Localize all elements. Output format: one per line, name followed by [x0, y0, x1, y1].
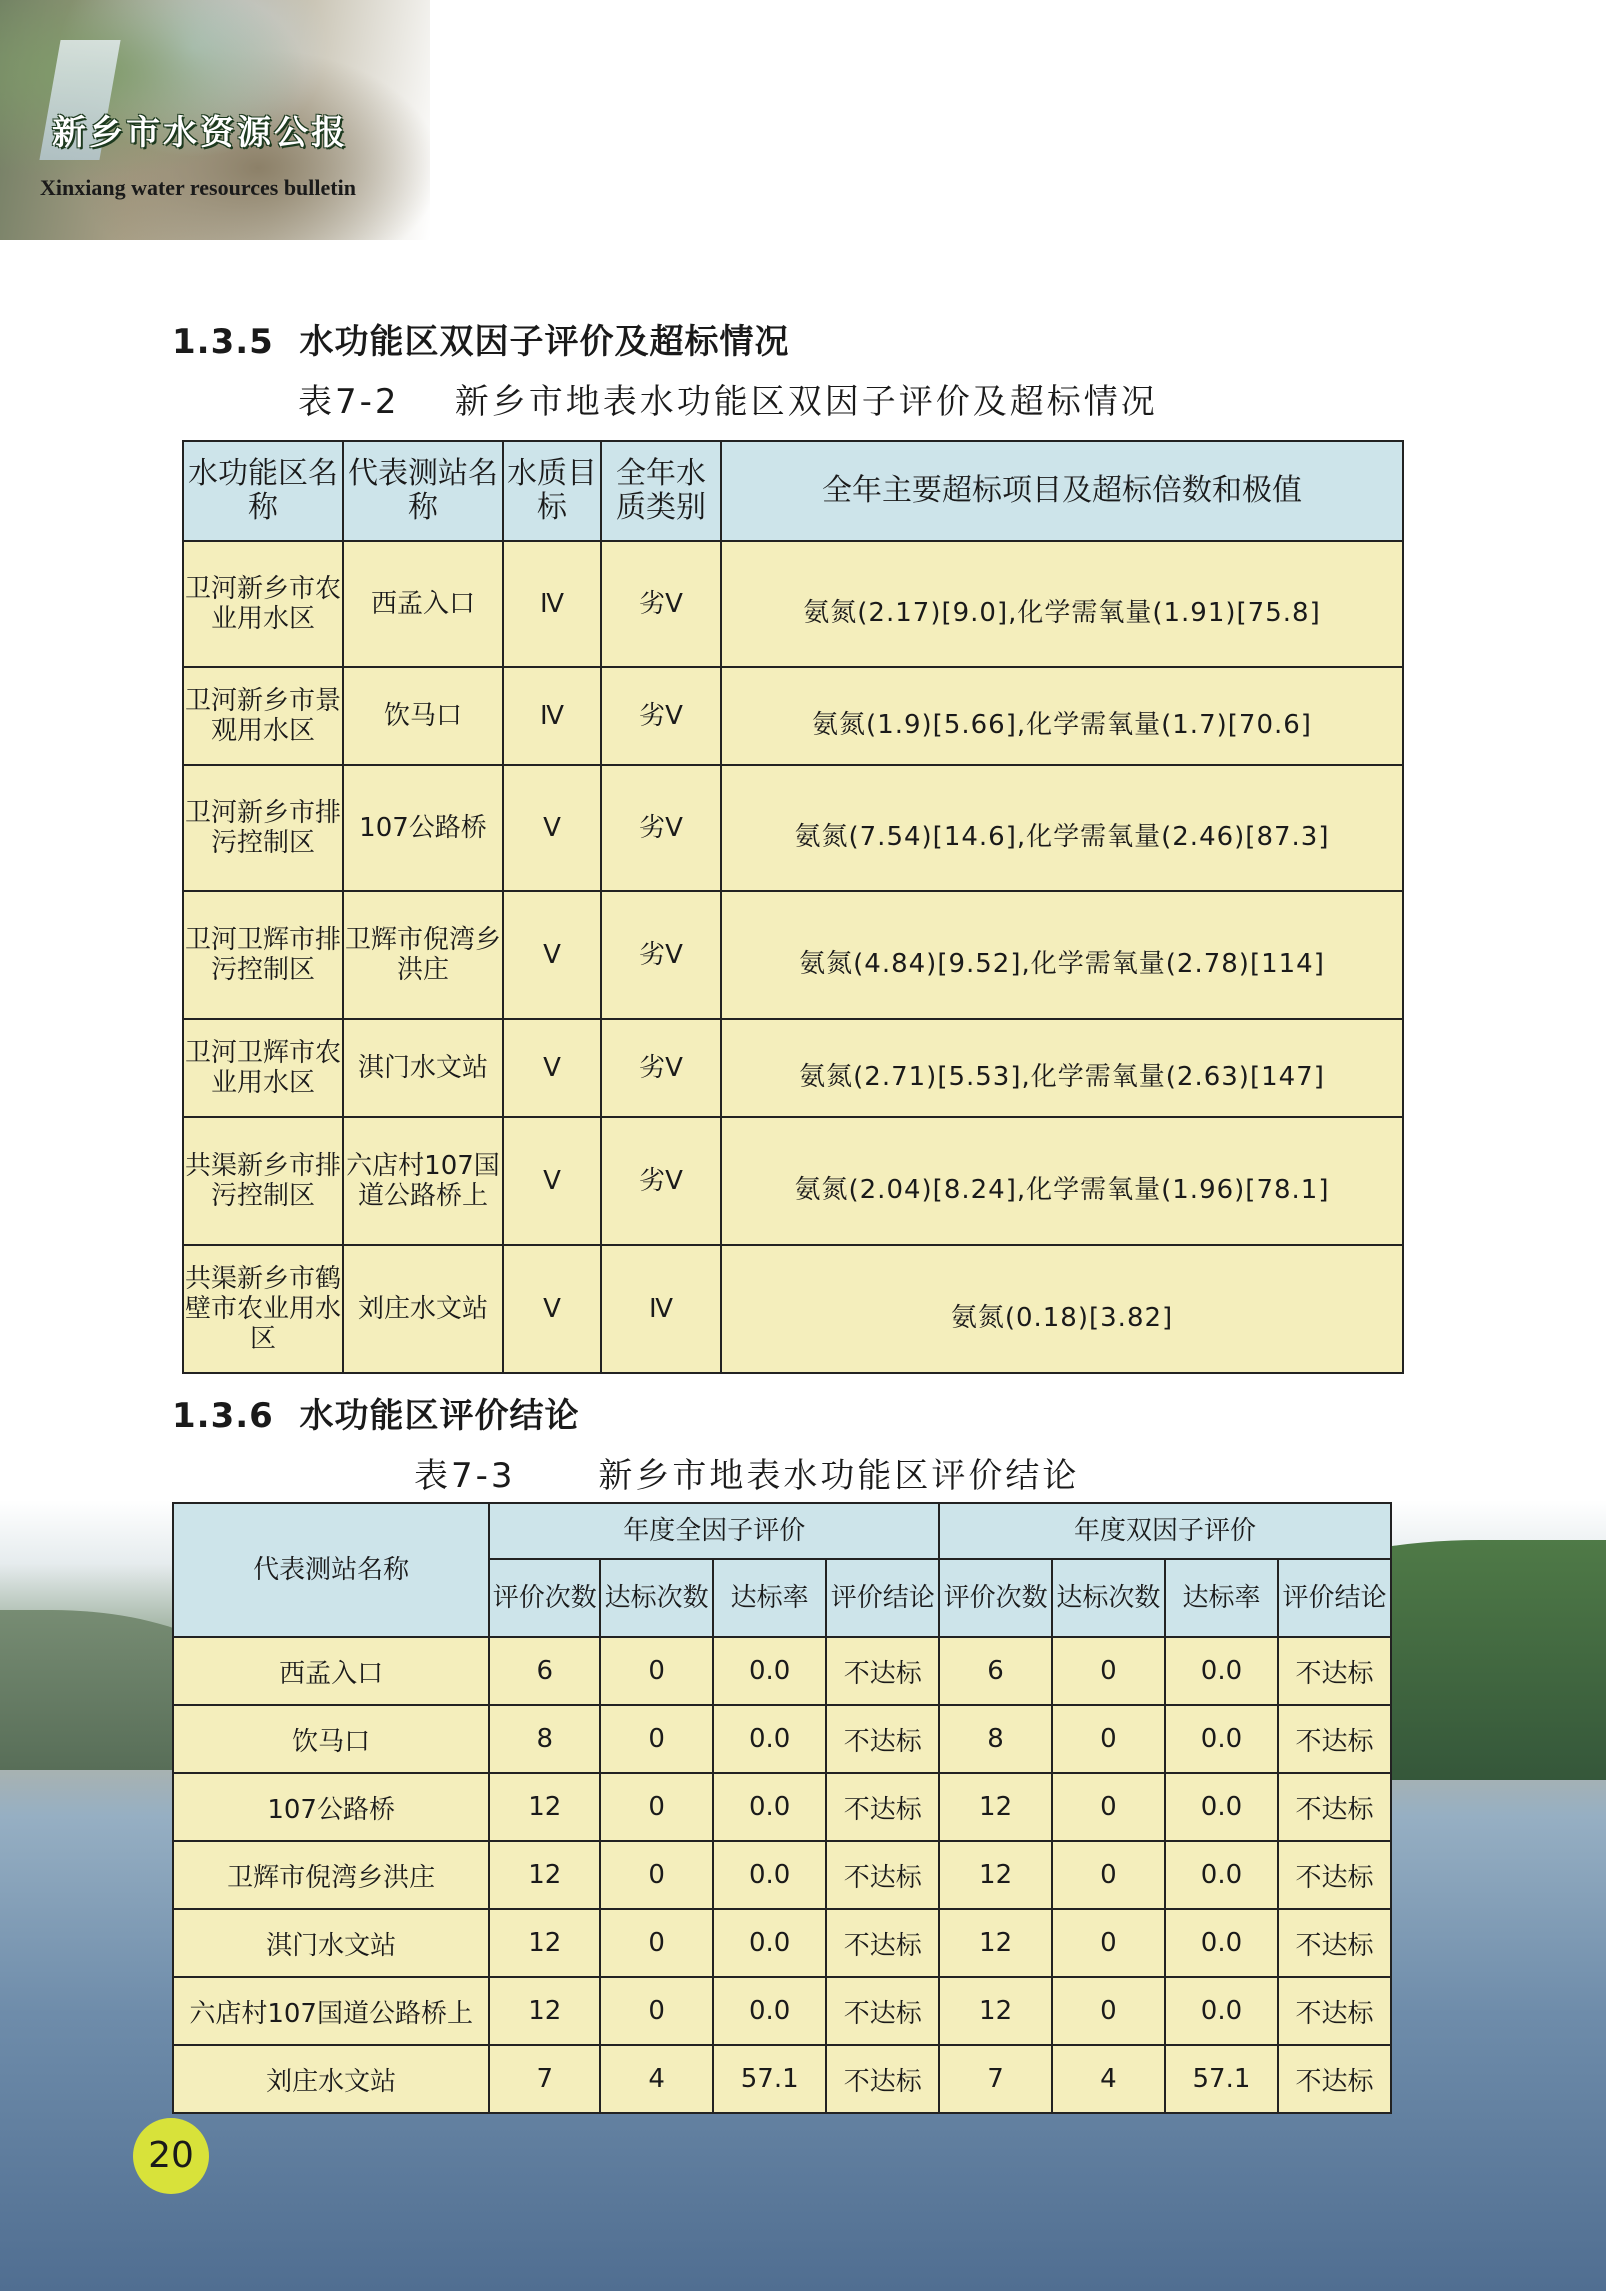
pass-rate: 0.0 — [713, 1841, 826, 1909]
page-number: 20 — [133, 2118, 209, 2194]
pass-count: 0 — [600, 1637, 713, 1705]
pass-count: 0 — [600, 1909, 713, 1977]
station-name: 西孟入口 — [173, 1637, 489, 1705]
eval-count: 12 — [939, 1841, 1052, 1909]
table-row — [173, 2045, 1391, 2113]
header-banner — [0, 0, 430, 240]
col-pass-rate: 达标率 — [713, 1559, 826, 1637]
pass-rate: 0.0 — [713, 1705, 826, 1773]
table-row — [173, 1977, 1391, 2045]
eval-count: 7 — [489, 2045, 600, 2113]
eval-count: 12 — [489, 1773, 600, 1841]
table-row — [183, 1117, 1403, 1245]
annual-class: 劣Ⅴ — [601, 1019, 721, 1117]
eval-result: 不达标 — [1278, 1637, 1391, 1705]
pass-rate: 0.0 — [713, 1909, 826, 1977]
pass-rate: 0.0 — [713, 1977, 826, 2045]
exceed-items: 氨氮(2.17)[9.0],化学需氧量(1.91)[75.8] — [721, 541, 1403, 667]
table-row — [183, 541, 1403, 667]
table-row — [173, 1637, 1391, 1705]
station-name: 107公路桥 — [173, 1773, 489, 1841]
eval-result: 不达标 — [826, 1841, 939, 1909]
annual-class: 劣Ⅴ — [601, 765, 721, 891]
station-name: 淇门水文站 — [343, 1019, 503, 1117]
col-pass-count: 达标次数 — [1052, 1559, 1165, 1637]
eval-result: 不达标 — [826, 1773, 939, 1841]
eval-result: 不达标 — [826, 2045, 939, 2113]
col-annual-class: 全年水质类别 — [601, 441, 721, 541]
pass-rate: 57.1 — [1165, 2045, 1278, 2113]
col-station-name: 代表测站名称 — [173, 1503, 489, 1637]
station-name: 107公路桥 — [343, 765, 503, 891]
eval-count: 12 — [489, 1909, 600, 1977]
eval-result: 不达标 — [826, 1705, 939, 1773]
table-row — [183, 1019, 1403, 1117]
eval-result: 不达标 — [1278, 1909, 1391, 1977]
group-dual-factor: 年度双因子评价 — [939, 1503, 1391, 1559]
eval-result: 不达标 — [1278, 1977, 1391, 2045]
eval-result: 不达标 — [1278, 1705, 1391, 1773]
zone-name: 卫河新乡市景观用水区 — [183, 667, 343, 765]
table-7-3-caption: 表7-3 新乡市地表水功能区评价结论 — [414, 1456, 1080, 1496]
pass-rate: 0.0 — [1165, 1773, 1278, 1841]
col-zone-name: 水功能区名称 — [183, 441, 343, 541]
col-exceed-items: 全年主要超标项目及超标倍数和极值 — [721, 441, 1403, 541]
pass-count: 4 — [1052, 2045, 1165, 2113]
pass-count: 0 — [600, 1977, 713, 2045]
pass-rate: 0.0 — [713, 1637, 826, 1705]
eval-count: 6 — [939, 1637, 1052, 1705]
annual-class: 劣Ⅴ — [601, 1117, 721, 1245]
col-pass-count: 达标次数 — [600, 1559, 713, 1637]
eval-count: 6 — [489, 1637, 600, 1705]
eval-result: 不达标 — [826, 1977, 939, 2045]
quality-target: Ⅴ — [503, 765, 601, 891]
table-row — [183, 765, 1403, 891]
quality-target: Ⅳ — [503, 667, 601, 765]
pass-rate: 0.0 — [1165, 1705, 1278, 1773]
annual-class: Ⅳ — [601, 1245, 721, 1373]
col-result: 评价结论 — [1278, 1559, 1391, 1637]
eval-count: 12 — [939, 1909, 1052, 1977]
exceed-items: 氨氮(7.54)[14.6],化学需氧量(2.46)[87.3] — [721, 765, 1403, 891]
table-row — [183, 891, 1403, 1019]
station-name: 淇门水文站 — [173, 1909, 489, 1977]
zone-name: 卫河新乡市农业用水区 — [183, 541, 343, 667]
col-station-name: 代表测站名称 — [343, 441, 503, 541]
table-row — [183, 1245, 1403, 1373]
zone-name: 共渠新乡市排污控制区 — [183, 1117, 343, 1245]
quality-target: Ⅴ — [503, 891, 601, 1019]
table-7-2-caption: 表7-2 新乡市地表水功能区双因子评价及超标情况 — [298, 382, 1158, 422]
quality-target: Ⅳ — [503, 541, 601, 667]
station-name: 刘庄水文站 — [343, 1245, 503, 1373]
pass-count: 0 — [1052, 1977, 1165, 2045]
col-pass-rate: 达标率 — [1165, 1559, 1278, 1637]
station-name: 卫辉市倪湾乡洪庄 — [343, 891, 503, 1019]
station-name: 六店村107国道公路桥上 — [343, 1117, 503, 1245]
annual-class: 劣Ⅴ — [601, 891, 721, 1019]
eval-count: 12 — [489, 1841, 600, 1909]
zone-name: 卫河卫辉市排污控制区 — [183, 891, 343, 1019]
zone-name: 卫河新乡市排污控制区 — [183, 765, 343, 891]
bulletin-subtitle: Xinxiang water resources bulletin — [40, 175, 356, 200]
bulletin-title: 新乡市水资源公报 — [52, 113, 348, 153]
table-7-3 — [172, 1502, 1392, 2114]
pass-rate: 0.0 — [713, 1773, 826, 1841]
exceed-items: 氨氮(4.84)[9.52],化学需氧量(2.78)[114] — [721, 891, 1403, 1019]
exceed-items: 氨氮(1.9)[5.66],化学需氧量(1.7)[70.6] — [721, 667, 1403, 765]
table-7-2 — [182, 440, 1404, 1374]
pass-rate: 0.0 — [1165, 1841, 1278, 1909]
col-result: 评价结论 — [826, 1559, 939, 1637]
table-row — [173, 1909, 1391, 1977]
eval-result: 不达标 — [826, 1637, 939, 1705]
eval-count: 12 — [939, 1977, 1052, 2045]
station-name: 六店村107国道公路桥上 — [173, 1977, 489, 2045]
annual-class: 劣Ⅴ — [601, 541, 721, 667]
quality-target: Ⅴ — [503, 1117, 601, 1245]
station-name: 西孟入口 — [343, 541, 503, 667]
eval-count: 8 — [489, 1705, 600, 1773]
table-row — [173, 1841, 1391, 1909]
col-quality-target: 水质目标 — [503, 441, 601, 541]
pass-rate: 57.1 — [713, 2045, 826, 2113]
eval-result: 不达标 — [1278, 2045, 1391, 2113]
table-row — [173, 1705, 1391, 1773]
eval-count: 7 — [939, 2045, 1052, 2113]
pass-rate: 0.0 — [1165, 1977, 1278, 2045]
pass-rate: 0.0 — [1165, 1637, 1278, 1705]
pass-count: 0 — [600, 1705, 713, 1773]
pass-count: 0 — [600, 1841, 713, 1909]
quality-target: Ⅴ — [503, 1019, 601, 1117]
table-row — [183, 667, 1403, 765]
pass-count: 0 — [1052, 1637, 1165, 1705]
annual-class: 劣Ⅴ — [601, 667, 721, 765]
station-name: 刘庄水文站 — [173, 2045, 489, 2113]
col-eval-count: 评价次数 — [489, 1559, 600, 1637]
pass-rate: 0.0 — [1165, 1909, 1278, 1977]
pass-count: 0 — [1052, 1841, 1165, 1909]
eval-result: 不达标 — [1278, 1841, 1391, 1909]
zone-name: 共渠新乡市鹤壁市农业用水区 — [183, 1245, 343, 1373]
eval-count: 12 — [489, 1977, 600, 2045]
station-name: 饮马口 — [173, 1705, 489, 1773]
station-name: 卫辉市倪湾乡洪庄 — [173, 1841, 489, 1909]
pass-count: 0 — [1052, 1773, 1165, 1841]
quality-target: Ⅴ — [503, 1245, 601, 1373]
zone-name: 卫河卫辉市农业用水区 — [183, 1019, 343, 1117]
eval-result: 不达标 — [1278, 1773, 1391, 1841]
col-eval-count: 评价次数 — [939, 1559, 1052, 1637]
group-all-factor: 年度全因子评价 — [489, 1503, 939, 1559]
pass-count: 0 — [600, 1773, 713, 1841]
pass-count: 0 — [1052, 1705, 1165, 1773]
pass-count: 4 — [600, 2045, 713, 2113]
eval-result: 不达标 — [826, 1909, 939, 1977]
section-135-heading: 1.3.5 水功能区双因子评价及超标情况 — [172, 322, 790, 362]
pass-count: 0 — [1052, 1909, 1165, 1977]
exceed-items: 氨氮(0.18)[3.82] — [721, 1245, 1403, 1373]
eval-count: 12 — [939, 1773, 1052, 1841]
eval-count: 8 — [939, 1705, 1052, 1773]
exceed-items: 氨氮(2.71)[5.53],化学需氧量(2.63)[147] — [721, 1019, 1403, 1117]
exceed-items: 氨氮(2.04)[8.24],化学需氧量(1.96)[78.1] — [721, 1117, 1403, 1245]
section-136-heading: 1.3.6 水功能区评价结论 — [172, 1396, 580, 1436]
table-row — [173, 1773, 1391, 1841]
station-name: 饮马口 — [343, 667, 503, 765]
